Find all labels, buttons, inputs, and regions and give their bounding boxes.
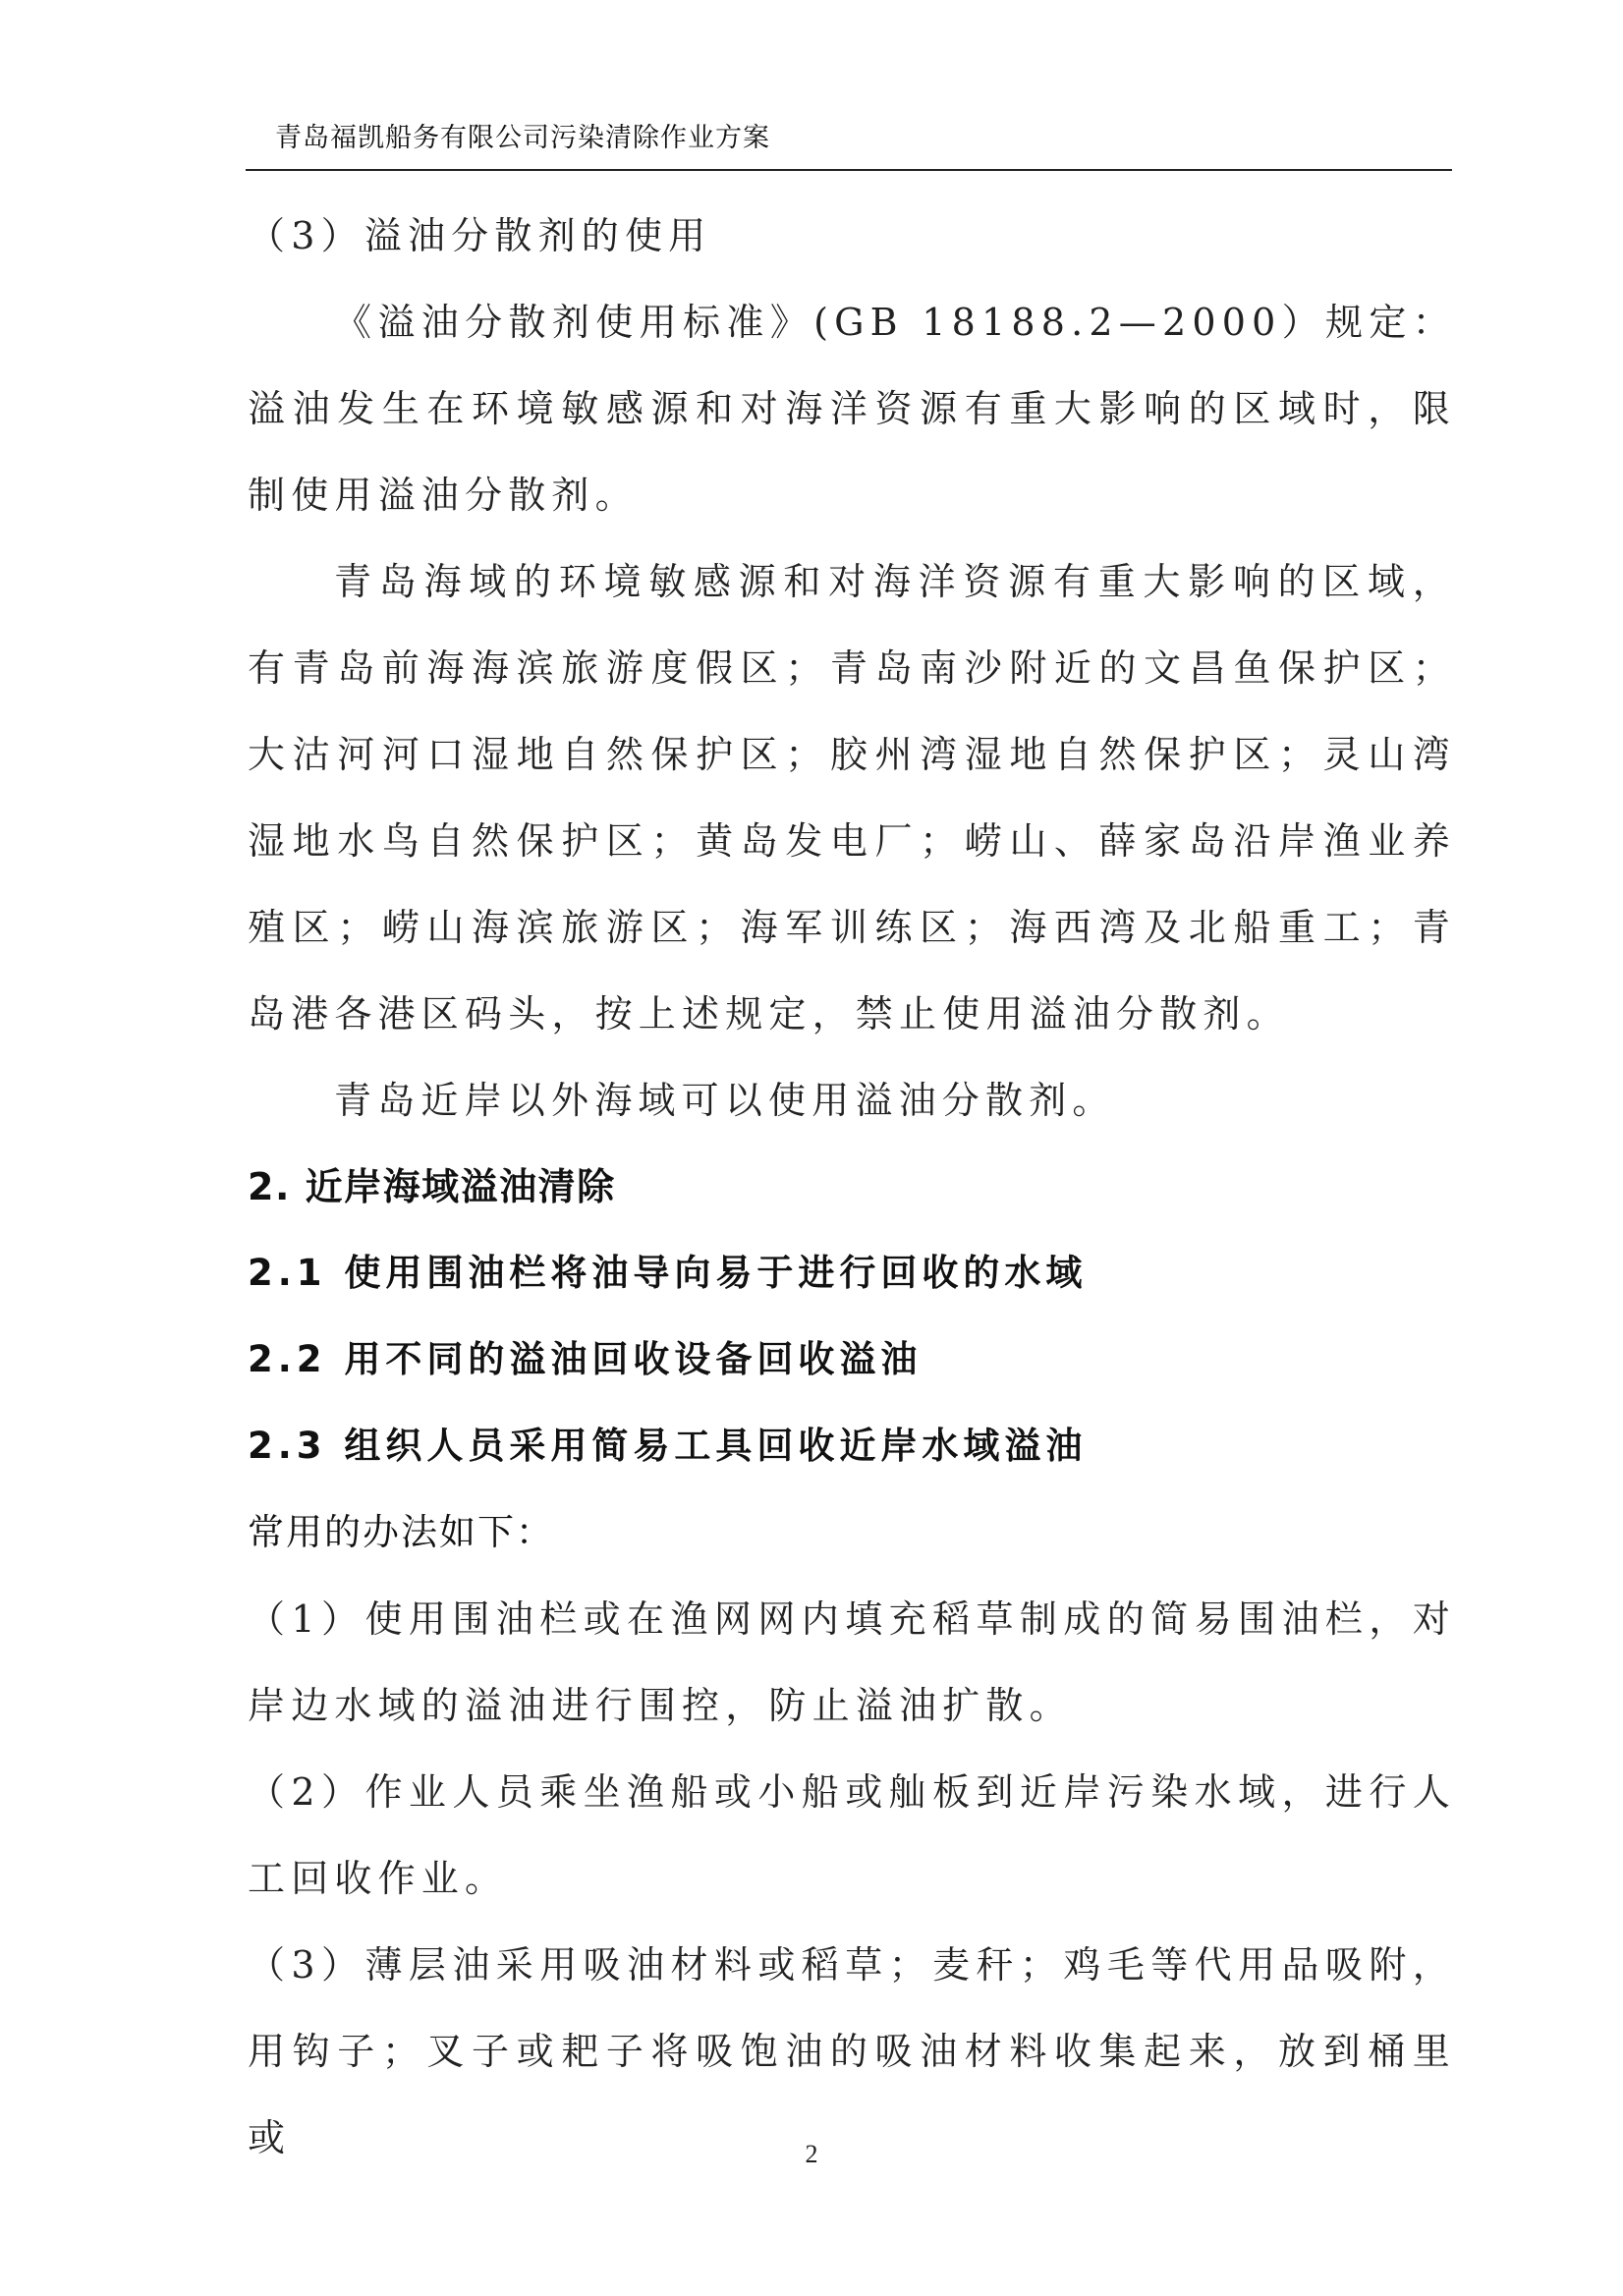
page-number: 2 bbox=[805, 2140, 818, 2168]
paragraph-standard: 《溢油分散剂使用标准》(GB 18188.2—2000）规定：溢油发生在环境敏感源和对海洋资源有重大影响的区域时，限制使用溢油分散剂。 bbox=[248, 301, 1456, 517]
subheading-2-1: 2.1 使用围油栏将油导向易于进行回收的水域 bbox=[248, 1252, 1088, 1294]
method-item-3: （3）薄层油采用吸油材料或稻草；麦秆；鸡毛等代用品吸附，用钩子；叉子或耙子将吸饱油的吸油材料收集起来，放到桶里或 bbox=[248, 1943, 1456, 2159]
header-divider bbox=[246, 169, 1452, 171]
paragraph-sensitive-areas: 青岛海域的环境敏感源和对海洋资源有重大影响的区域，有青岛前海海滨旅游度假区；青岛南沙附近的文昌鱼保护区；大沽河河口湿地自然保护区；胶州湾湿地自然保护区；灵山湾湿地水鸟自然保护区；黄岛发电厂；崂山、薛家岛沿岸渔业养殖区；崂山海滨旅游区；海军训练区；海西湾及北船重工；青岛港各港区码头，按上述规定，禁止使用溢油分散剂。 bbox=[248, 560, 1456, 1036]
page-body bbox=[248, 193, 1456, 2181]
subheading-2-2: 2.2 用不同的溢油回收设备回收溢油 bbox=[248, 1338, 923, 1380]
paragraph-offshore: 青岛近岸以外海域可以使用溢油分散剂。 bbox=[334, 1079, 1116, 1122]
running-header: 青岛福凯船务有限公司污染清除作业方案 bbox=[275, 123, 770, 153]
subheading-2-3: 2.3 组织人员采用简易工具回收近岸水域溢油 bbox=[248, 1425, 1088, 1467]
methods-lead: 常用的办法如下： bbox=[248, 1511, 554, 1553]
method-item-2: （2）作业人员乘坐渔船或小船或舢板到近岸污染水域，进行人工回收作业。 bbox=[248, 1770, 1456, 1900]
section-heading: 2. 近岸海域溢油清除 bbox=[248, 1165, 616, 1208]
subsection-title: （3）溢油分散剂的使用 bbox=[248, 214, 712, 257]
method-item-1: （1）使用围油栏或在渔网网内填充稻草制成的简易围油栏，对岸边水域的溢油进行围控，防止溢油扩散。 bbox=[248, 1597, 1456, 1727]
